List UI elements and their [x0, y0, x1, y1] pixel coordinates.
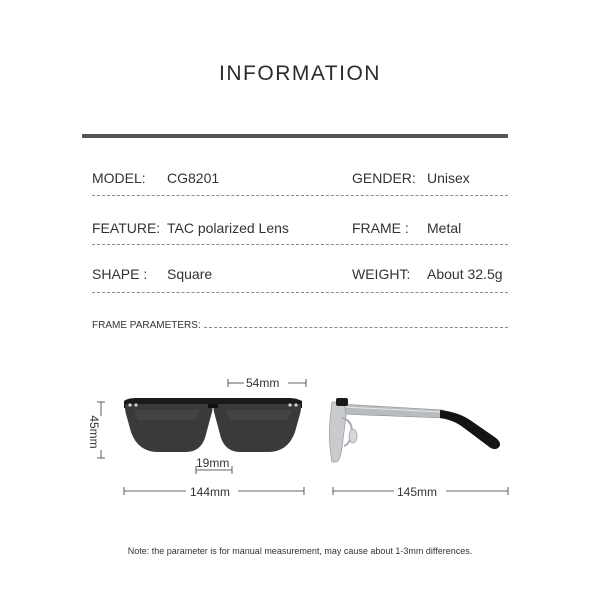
- gender-label: GENDER:: [352, 170, 416, 186]
- sunglasses-front-icon: [124, 398, 302, 452]
- measurement-note: Note: the parameter is for manual measurement, may cause about 1-3mm differences.: [127, 546, 473, 556]
- weight-label: WEIGHT:: [352, 266, 411, 282]
- temple-length-label: 145mm: [397, 485, 438, 499]
- sunglasses-side-icon: [329, 398, 500, 462]
- bridge-width-label: 19mm: [196, 456, 230, 470]
- model-value: CG8201: [167, 170, 220, 186]
- frame-label: FRAME :: [352, 220, 409, 236]
- lens-width-label: 54mm: [246, 376, 280, 390]
- model-label: MODEL:: [92, 170, 146, 186]
- shape-value: Square: [167, 266, 213, 282]
- feature-value: TAC polarized Lens: [167, 220, 289, 236]
- frame-value: Metal: [427, 220, 462, 236]
- weight-value: About 32.5g: [427, 266, 503, 282]
- feature-label: FEATURE:: [92, 220, 161, 236]
- lens-height-label: 45mm: [87, 415, 101, 449]
- page-title: INFORMATION: [219, 62, 381, 85]
- frame-width-label: 144mm: [190, 485, 231, 499]
- gender-value: Unisex: [427, 170, 470, 186]
- shape-label: SHAPE :: [92, 266, 148, 282]
- frame-parameters-label: FRAME PARAMETERS:: [92, 320, 201, 331]
